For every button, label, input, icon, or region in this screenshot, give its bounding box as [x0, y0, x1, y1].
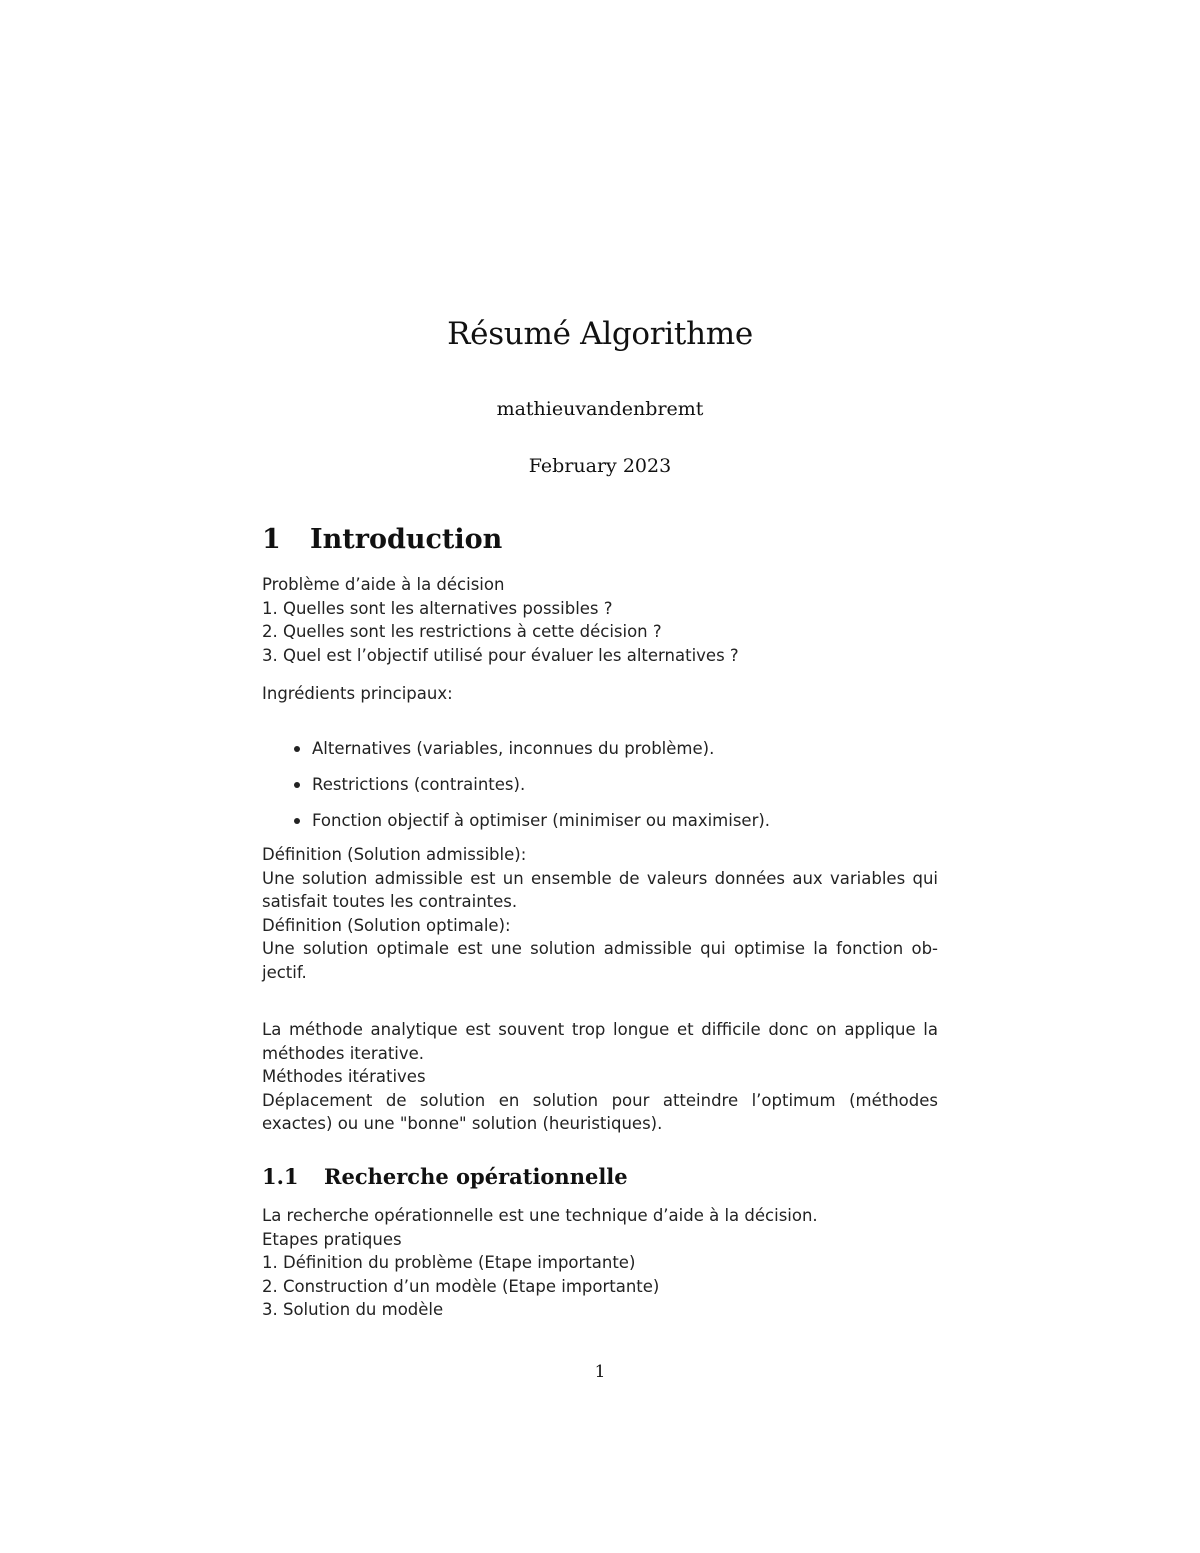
- problem-block: [262, 573, 938, 667]
- list-item-text: Restrictions (contraintes).: [312, 775, 526, 794]
- bullet-icon: [294, 746, 300, 752]
- ingredients-list: [292, 737, 932, 845]
- list-item: [292, 809, 932, 845]
- subsection-number: 1.1: [262, 1164, 299, 1189]
- methods-block: [262, 1018, 938, 1136]
- list-item-text: Fonction objectif à optimiser (minimiser ou maximiser).: [312, 811, 771, 830]
- list-item: [292, 737, 932, 773]
- definition-heading: Définition (Solution admissible):: [262, 845, 527, 864]
- page-number: 1: [594, 1362, 606, 1382]
- document-author: mathieuvandenbremt: [496, 398, 704, 420]
- definition-text: Une solution admissible est un ensemble de valeurs données aux variables qui satisfait toutes les contraintes.: [262, 868, 938, 911]
- question-item: 3. Quel est l’objectif utilisé pour évaluer les alternatives ?: [262, 645, 739, 665]
- recherche-block: [262, 1204, 938, 1322]
- bullet-icon: [294, 818, 300, 824]
- section-heading-introduction: [262, 524, 502, 555]
- list-item: [292, 773, 932, 809]
- section-number: 1: [262, 524, 281, 555]
- step-item: 3. Solution du modèle: [262, 1300, 444, 1319]
- bullet-icon: [294, 782, 300, 788]
- section-title: Introduction: [310, 524, 503, 555]
- step-item: 2. Construction d’un modèle (Etape importante): [262, 1276, 660, 1296]
- recherche-intro: La recherche opérationnelle est une technique d’aide à la décision.: [262, 1206, 818, 1225]
- subsection-heading-recherche: [262, 1164, 628, 1189]
- question-item: 1. Quelles sont les alternatives possibles ?: [262, 598, 613, 618]
- iterative-heading: Méthodes itératives: [262, 1067, 426, 1086]
- document-title: Résumé Algorithme: [447, 316, 753, 352]
- question-item: 2. Quelles sont les restrictions à cette décision ?: [262, 622, 662, 641]
- definition-text: Une solution optimale est une solution admissible qui optimise la fonction ob-jectif.: [262, 939, 938, 982]
- definition-heading: Définition (Solution optimale):: [262, 915, 511, 935]
- definitions-block: [262, 843, 938, 984]
- iterative-paragraph: Déplacement de solution en solution pour atteindre l’optimum (méthodes exactes) ou une "bonne" solution (heuristiques).: [262, 1090, 938, 1133]
- analytic-paragraph: La méthode analytique est souvent trop longue et difficile donc on applique la méthodes iterative.: [262, 1020, 938, 1063]
- step-item: 1. Définition du problème (Etape importante): [262, 1253, 636, 1272]
- document-date: February 2023: [528, 455, 672, 477]
- steps-heading: Etapes pratiques: [262, 1229, 402, 1249]
- problem-heading: Problème d’aide à la décision: [262, 575, 505, 594]
- list-item-text: Alternatives (variables, inconnues du problème).: [312, 739, 715, 758]
- ingredients-heading: Ingrédients principaux:: [262, 684, 453, 703]
- subsection-title: Recherche opérationnelle: [324, 1164, 628, 1189]
